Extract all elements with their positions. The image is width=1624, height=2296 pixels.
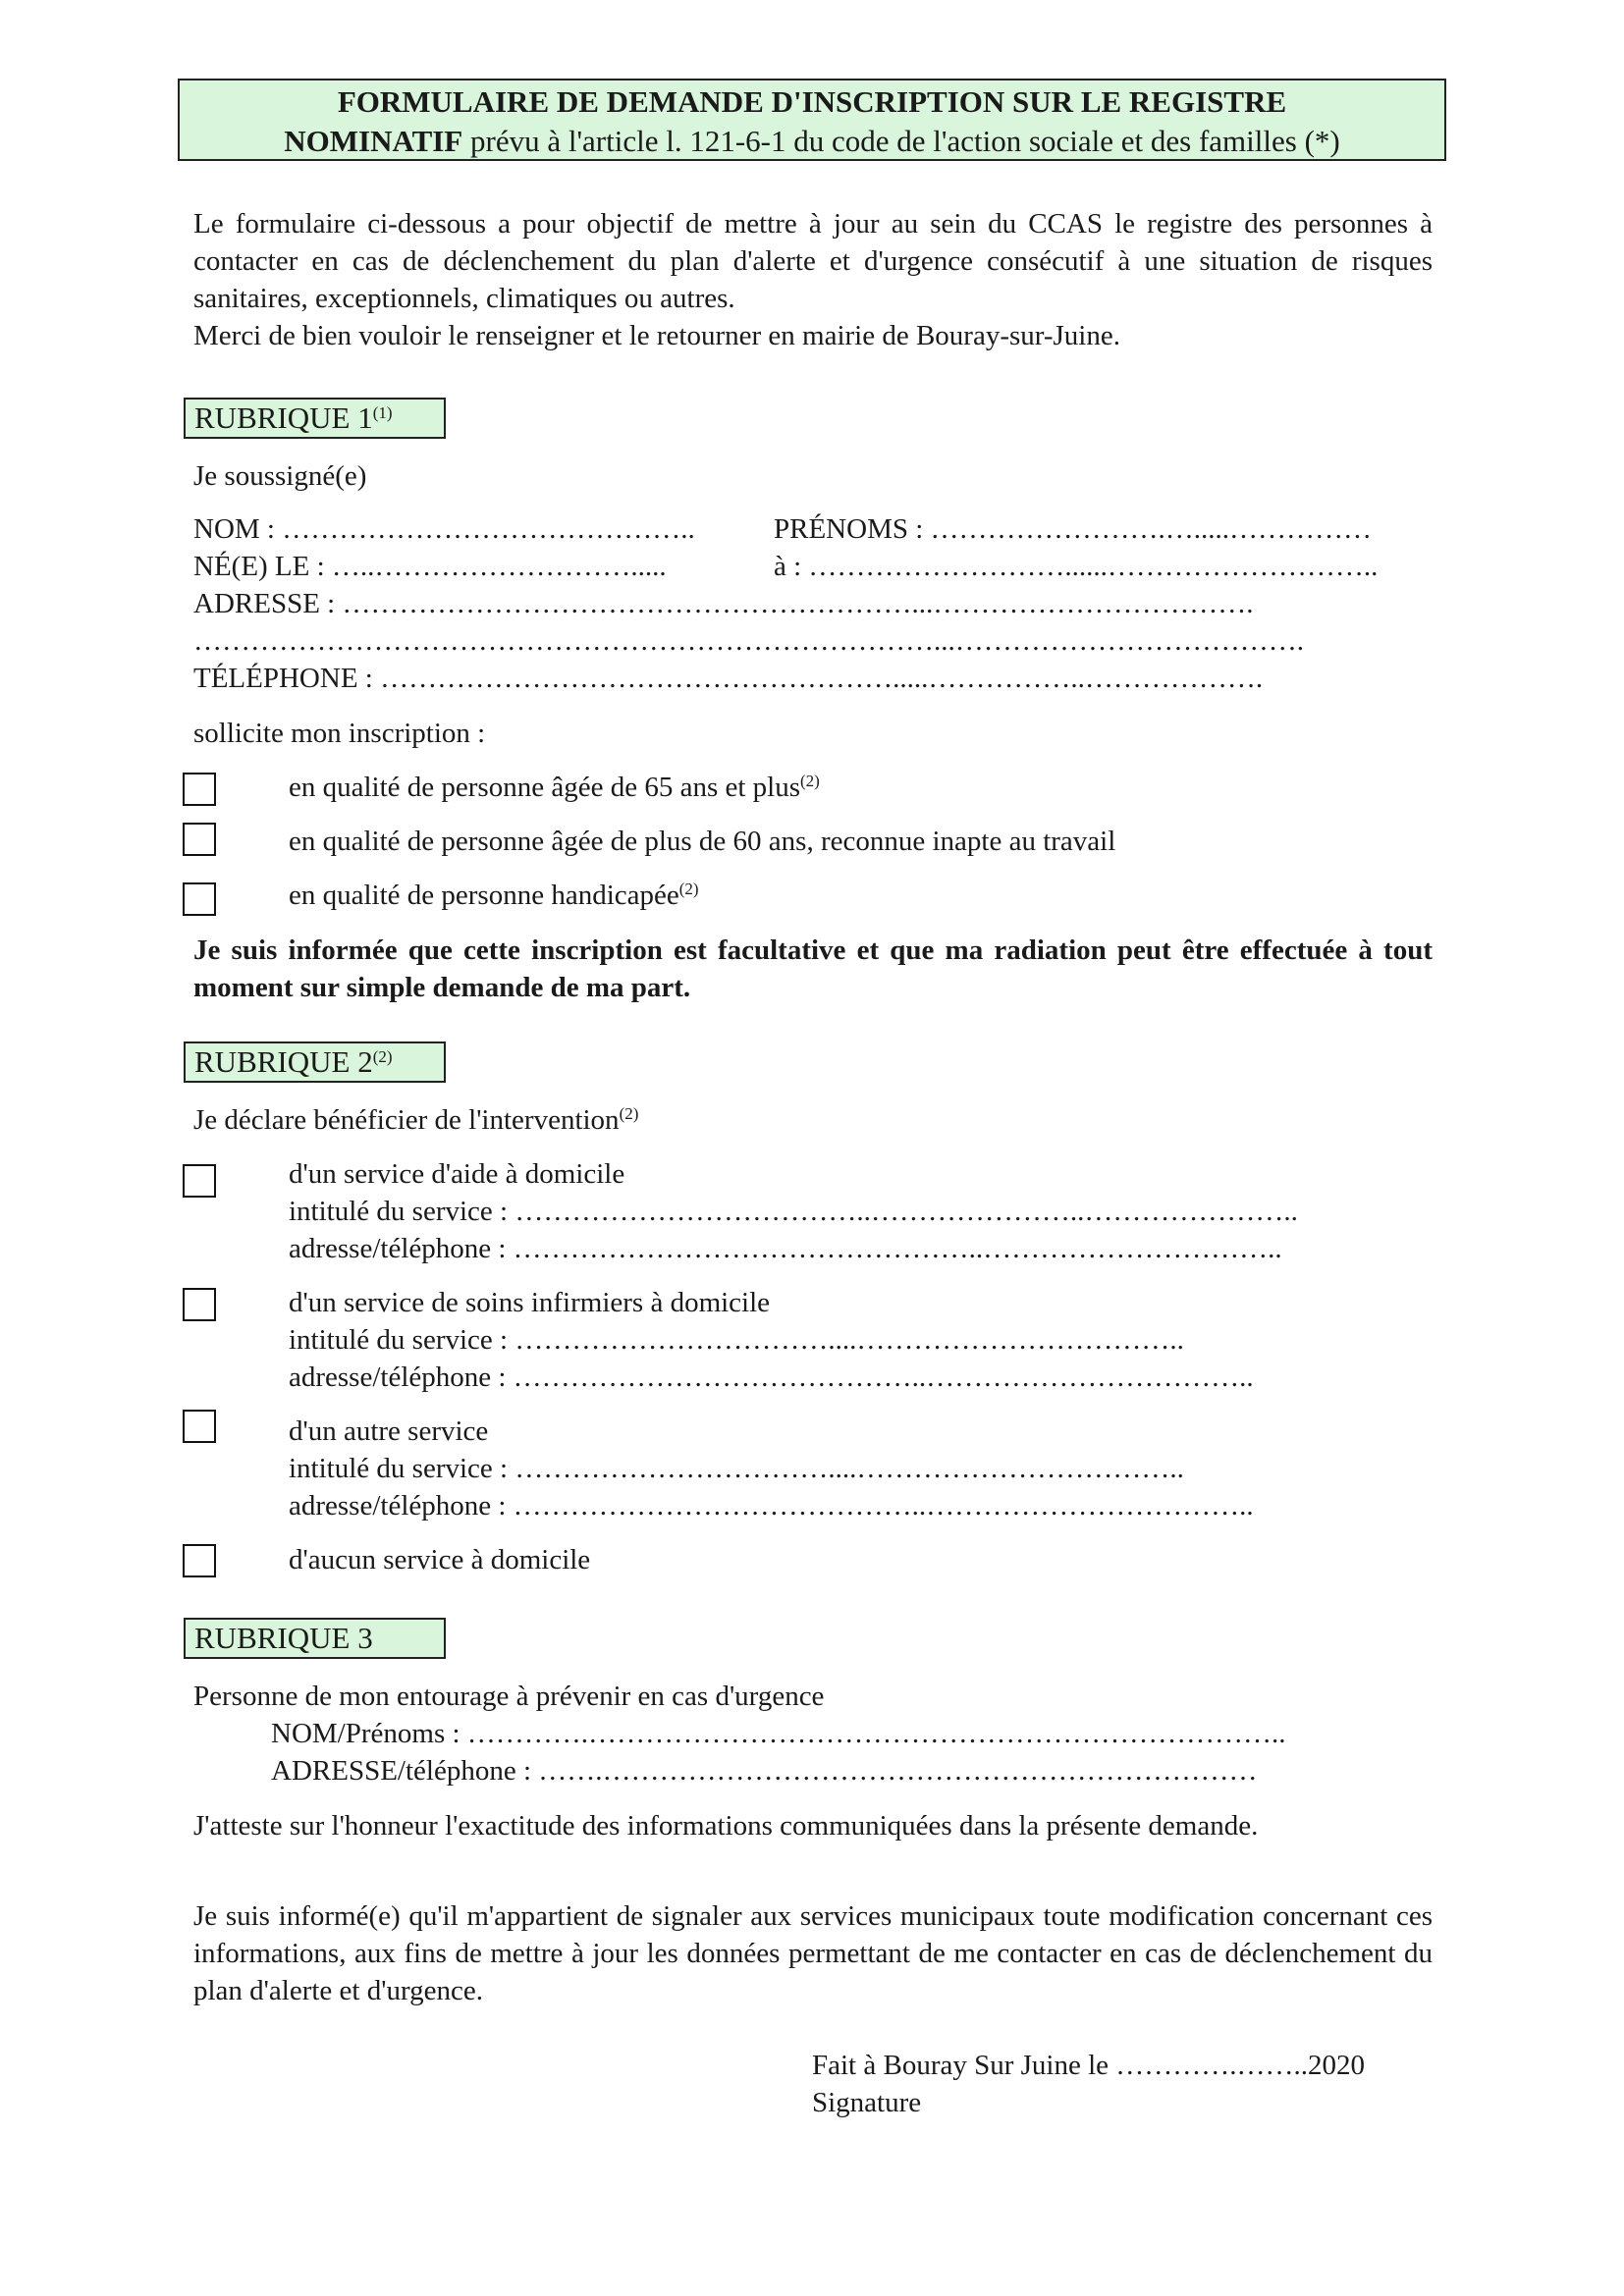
form-title-article: prévu à l'article l. 121-6-1 du code de l'action sociale et des familles (*) <box>462 124 1340 158</box>
service-aide-title: d'un service d'aide à domicile <box>289 1158 625 1190</box>
form-title-line2 <box>180 122 1444 161</box>
adresse-field[interactable]: ADRESSE : ……………………………………………………...……………………………. <box>193 588 1254 619</box>
option-65-ans-sup: (2) <box>800 772 820 790</box>
personne-entourage-text: Personne de mon entourage à prévenir en cas d'urgence <box>193 1681 825 1712</box>
rubrique-1-label: RUBRIQUE 1 <box>194 400 373 435</box>
service-aide-intitule-field[interactable]: intitulé du service : ………………………………..…………………..………………….. <box>289 1196 1298 1227</box>
checkbox-65-ans[interactable] <box>183 773 216 806</box>
declare-text <box>193 1101 638 1139</box>
form-title-nominatif: NOMINATIF <box>284 124 463 158</box>
option-handicapee-label <box>289 877 699 914</box>
contact-nom-prenoms-field[interactable]: NOM/Prénoms : ………….……………………………………………………………….. <box>271 1718 1286 1749</box>
lieu-naissance-field[interactable]: à : ………………………......……………………….. <box>774 551 1379 582</box>
form-title-box <box>178 79 1446 161</box>
fait-a-date-field[interactable]: Fait à Bouray Sur Juine le ………….……..2020 <box>812 2050 1366 2081</box>
rubrique-3-header <box>184 1618 446 1659</box>
service-autre-intitule-field[interactable]: intitulé du service : ……………………………....…………………………….. <box>289 1453 1184 1484</box>
informee-paragraph: Je suis informée que cette inscription est facultative et que ma radiation peut être effectuée à tout moment sur simple demande de ma part. <box>193 934 1433 1003</box>
checkbox-handicapee[interactable] <box>183 882 216 916</box>
soussigne-text: Je soussigné(e) <box>193 460 367 492</box>
ne-le-field[interactable]: NÉ(E) LE : …..………………………..... <box>193 551 667 582</box>
declare-text-main: Je déclare bénéficier de l'intervention <box>193 1104 620 1136</box>
checkbox-aide-domicile[interactable] <box>183 1164 216 1198</box>
aucun-service-label: d'aucun service à domicile <box>289 1544 591 1575</box>
option-65-ans-text: en qualité de personne âgée de 65 ans et plus <box>289 772 801 803</box>
prenoms-field[interactable]: PRÉNOMS : …………………….….....…………… <box>774 513 1373 545</box>
service-autre-adresse-field[interactable]: adresse/téléphone : ……………………………………..…………………………….. <box>289 1490 1254 1522</box>
intro-text-1: Le formulaire ci-dessous a pour objectif de mettre à jour au sein du CCAS le registre des personnes à contacter en cas de déclenchement du plan d'alerte et d'urgence consécutif à une situation de risques sanitaires, exceptionnels, climatiques ou autres. <box>193 208 1433 314</box>
service-aide-adresse-field[interactable]: adresse/téléphone : …………………………………………..………………………….. <box>289 1233 1282 1264</box>
service-soins-title: d'un service de soins infirmiers à domicile <box>289 1287 771 1318</box>
rubrique-1-sup: (1) <box>372 403 393 422</box>
service-autre-title: d'un autre service <box>289 1415 489 1447</box>
option-handicapee-sup: (2) <box>678 880 699 898</box>
atteste-paragraph: J'atteste sur l'honneur l'exactitude des informations communiquées dans la présente demande. <box>193 1810 1259 1842</box>
adresse-field-line2[interactable]: ……………………………………………………………………...………………………………. <box>193 625 1304 657</box>
sollicite-text: sollicite mon inscription : <box>193 718 486 749</box>
telephone-field[interactable]: TÉLÉPHONE : ……………………………………………….....……………..………………. <box>193 663 1264 694</box>
rubrique-3-label: RUBRIQUE 3 <box>194 1621 373 1655</box>
rubrique-1-header <box>184 398 446 439</box>
declare-sup: (2) <box>619 1104 639 1123</box>
contact-adresse-telephone-field[interactable]: ADRESSE/téléphone : …….…………………………………………………………… <box>271 1755 1258 1787</box>
intro-text-2: Merci de bien vouloir le renseigner et le retourner en mairie de Bouray-sur-Juine. <box>193 320 1120 351</box>
service-soins-intitule-field[interactable]: intitulé du service : ……………………………....…………………………….. <box>289 1324 1184 1356</box>
checkbox-60-ans-inapte[interactable] <box>183 823 216 856</box>
option-60-ans-label: en qualité de personne âgée de plus de 60 ans, reconnue inapte au travail <box>289 826 1116 857</box>
rubrique-2-label: RUBRIQUE 2 <box>194 1044 373 1079</box>
checkbox-soins-infirmiers[interactable] <box>183 1288 216 1321</box>
informe-paragraph: Je suis informé(e) qu'il m'appartient de signaler aux services municipaux toute modification concernant ces informations, aux fins de mettre à jour les données permettant de me contacter en cas de déclenchement du plan d'alerte et d'urgence. <box>193 1900 1433 2006</box>
option-handicapee-text: en qualité de personne handicapée <box>289 880 679 911</box>
option-65-ans-label <box>289 769 820 806</box>
checkbox-aucun-service[interactable] <box>183 1544 216 1577</box>
form-title-line1: FORMULAIRE DE DEMANDE D'INSCRIPTION SUR LE REGISTRE <box>337 84 1287 119</box>
rubrique-2-header <box>184 1041 446 1083</box>
nom-field[interactable]: NOM : …………………………………….. <box>193 513 695 545</box>
intro-paragraph <box>193 205 1433 354</box>
service-soins-adresse-field[interactable]: adresse/téléphone : ……………………………………..…………………………….. <box>289 1362 1254 1393</box>
rubrique-2-sup: (2) <box>372 1047 393 1066</box>
signature-label: Signature <box>812 2087 922 2118</box>
checkbox-autre-service[interactable] <box>183 1410 216 1443</box>
